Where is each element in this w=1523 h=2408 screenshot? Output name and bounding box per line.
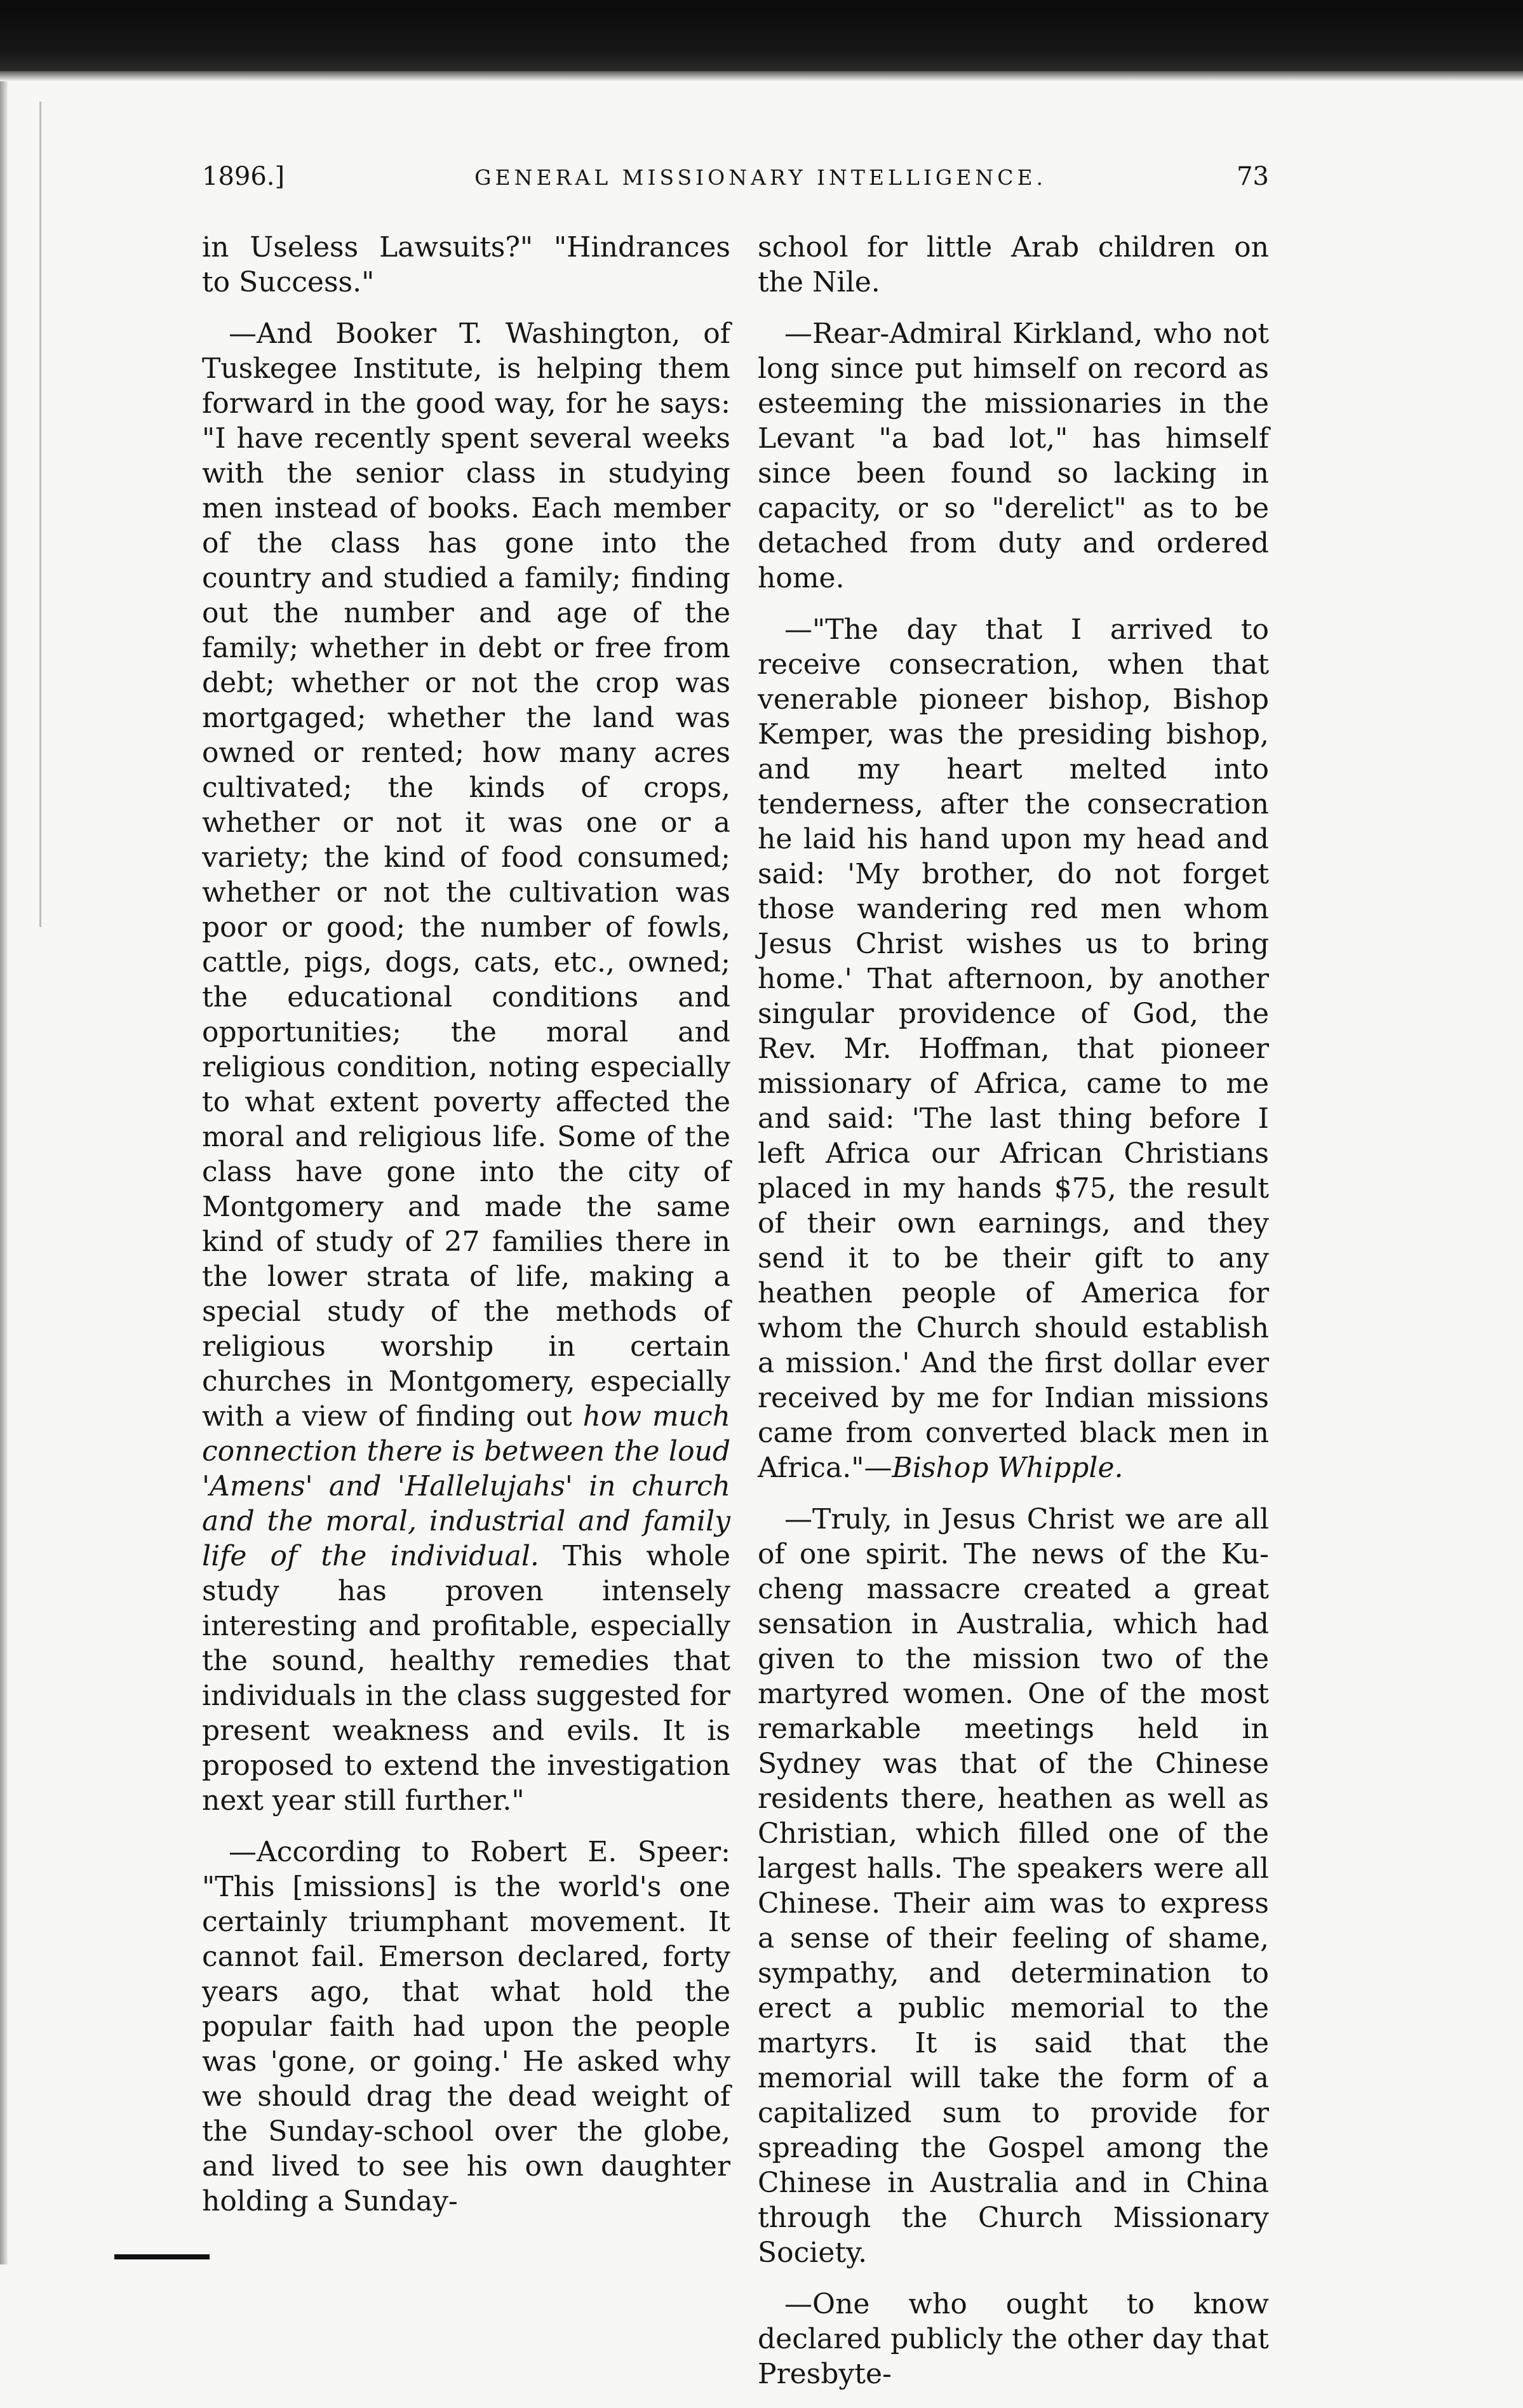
right-paragraph-presbyterian: —One who ought to know declared publicly the other day that Presbyte- (758, 2288, 1269, 2390)
washington-italic-text: how much connection there is between the loud 'Amens' and 'Hallelujahs' in church and the moral, industrial and family life of the individual. (202, 1400, 730, 1572)
left-paragraph-1: in Useless Lawsuits?" "Hindrances to Success." (202, 231, 730, 298)
left-column (202, 230, 730, 2235)
whipple-text: —"The day that I arrived to receive consecration, when that venerable pioneer bishop, Bishop Kemper, was the presiding bishop, and my heart melted into tenderness, after the consecration he laid his hand upon my head and said: 'My brother, do not forget those wandering red men whom Jesus Christ wishes us to bring home.' That afternoon, by another singular providence of God, the Rev. Mr. Hoffman, that pioneer missionary of Africa, came to me and said: 'The last thing before I left Africa our African Christians placed in my hands $75, the result of their own earnings, and they send it to be their gift to any heathen people of America for whom the Church should establish a mission.' And the first dollar ever received by me for Indian missions came from converted black men in Africa."— (758, 613, 1269, 1484)
washington-text-end: This whole study has proven intensely interesting and profitable, especially the sound, healthy remedies that individuals in the class suggested for present weakness and evils. It is proposed to extend the investigation next year still further." (202, 1540, 730, 1817)
scan-top-shadow (0, 71, 1523, 81)
left-paragraph-washington (202, 316, 730, 1818)
page-header (202, 162, 1269, 200)
washington-text: —And Booker T. Washington, of Tuskegee Institute, is helping them forward in the good way, for he says: "I have recently spent several weeks with the senior class in studying men instead of books. Each member of the class has gone into the country and studied a family; finding out the number and age of the family; whether in debt or free from debt; whether or not the crop was mortgaged; whether the land was owned or rented; how many acres cultivated; the kinds of crops, whether or not it was one or a variety; the kind of food consumed; whether or not the cultivation was poor or good; the number of fowls, cattle, pigs, dogs, cats, etc., owned; the educational conditions and opportunities; the moral and religious condition, noting especially to what extent poverty affected the moral and religious life. Some of the class have gone into the city of Montgomery and made the same kind of study of 27 families there in the lower strata of life, making a special study of the methods of religious worship in certain churches in Montgomery, especially with a view of finding out (202, 318, 730, 1433)
right-column (758, 230, 1269, 2408)
scan-top-border (0, 0, 1523, 71)
whipple-attribution: Bishop Whipple. (892, 1452, 1124, 1484)
right-paragraph-kirkland: —Rear-Admiral Kirkland, who not long since put himself on record as esteeming the missionaries in the Levant "a bad lot," has himself since been found so lacking in capacity, or so "derelict" as to be detached from duty and ordered home. (758, 318, 1269, 594)
right-paragraph-kucheng: —Truly, in Jesus Christ we are all of one spirit. The news of the Ku-cheng massacre created a great sensation in Australia, which had given to the mission two of the martyred women. One of the most remarkable meetings held in Sydney was that of the Chinese residents there, heathen as well as Christian, which filled one of the largest halls. The speakers were all Chinese. Their aim was to express a sense of their feeling of shame, sympathy, and determination to erect a public memorial to the martyrs. It is said that the memorial will take the form of a capitalized sum to provide for spreading the Gospel among the Chinese in Australia and in China through the Church Missionary Society. (758, 1503, 1269, 2269)
left-paragraph-speer: —According to Robert E. Speer: "This [missions] is the world's one certainly triumphant movement. It cannot fail. Emerson declared, forty years ago, that what hold the popular faith had upon the people was 'gone, or going.' He asked why we should drag the dead weight of the Sunday-school over the globe, and lived to see his own daughter holding a Sunday- (202, 1836, 730, 2217)
scan-inner-rule (39, 102, 41, 927)
right-paragraph-1: school for little Arab children on the Nile. (758, 231, 1269, 298)
header-title: GENERAL MISSIONARY INTELLIGENCE. (474, 165, 1047, 190)
scan-bottom-mark (114, 2254, 210, 2259)
header-page-number: 73 (1237, 162, 1269, 191)
right-paragraph-whipple (758, 612, 1269, 1485)
scan-left-edge (0, 81, 8, 2264)
header-year: 1896.] (202, 162, 285, 191)
